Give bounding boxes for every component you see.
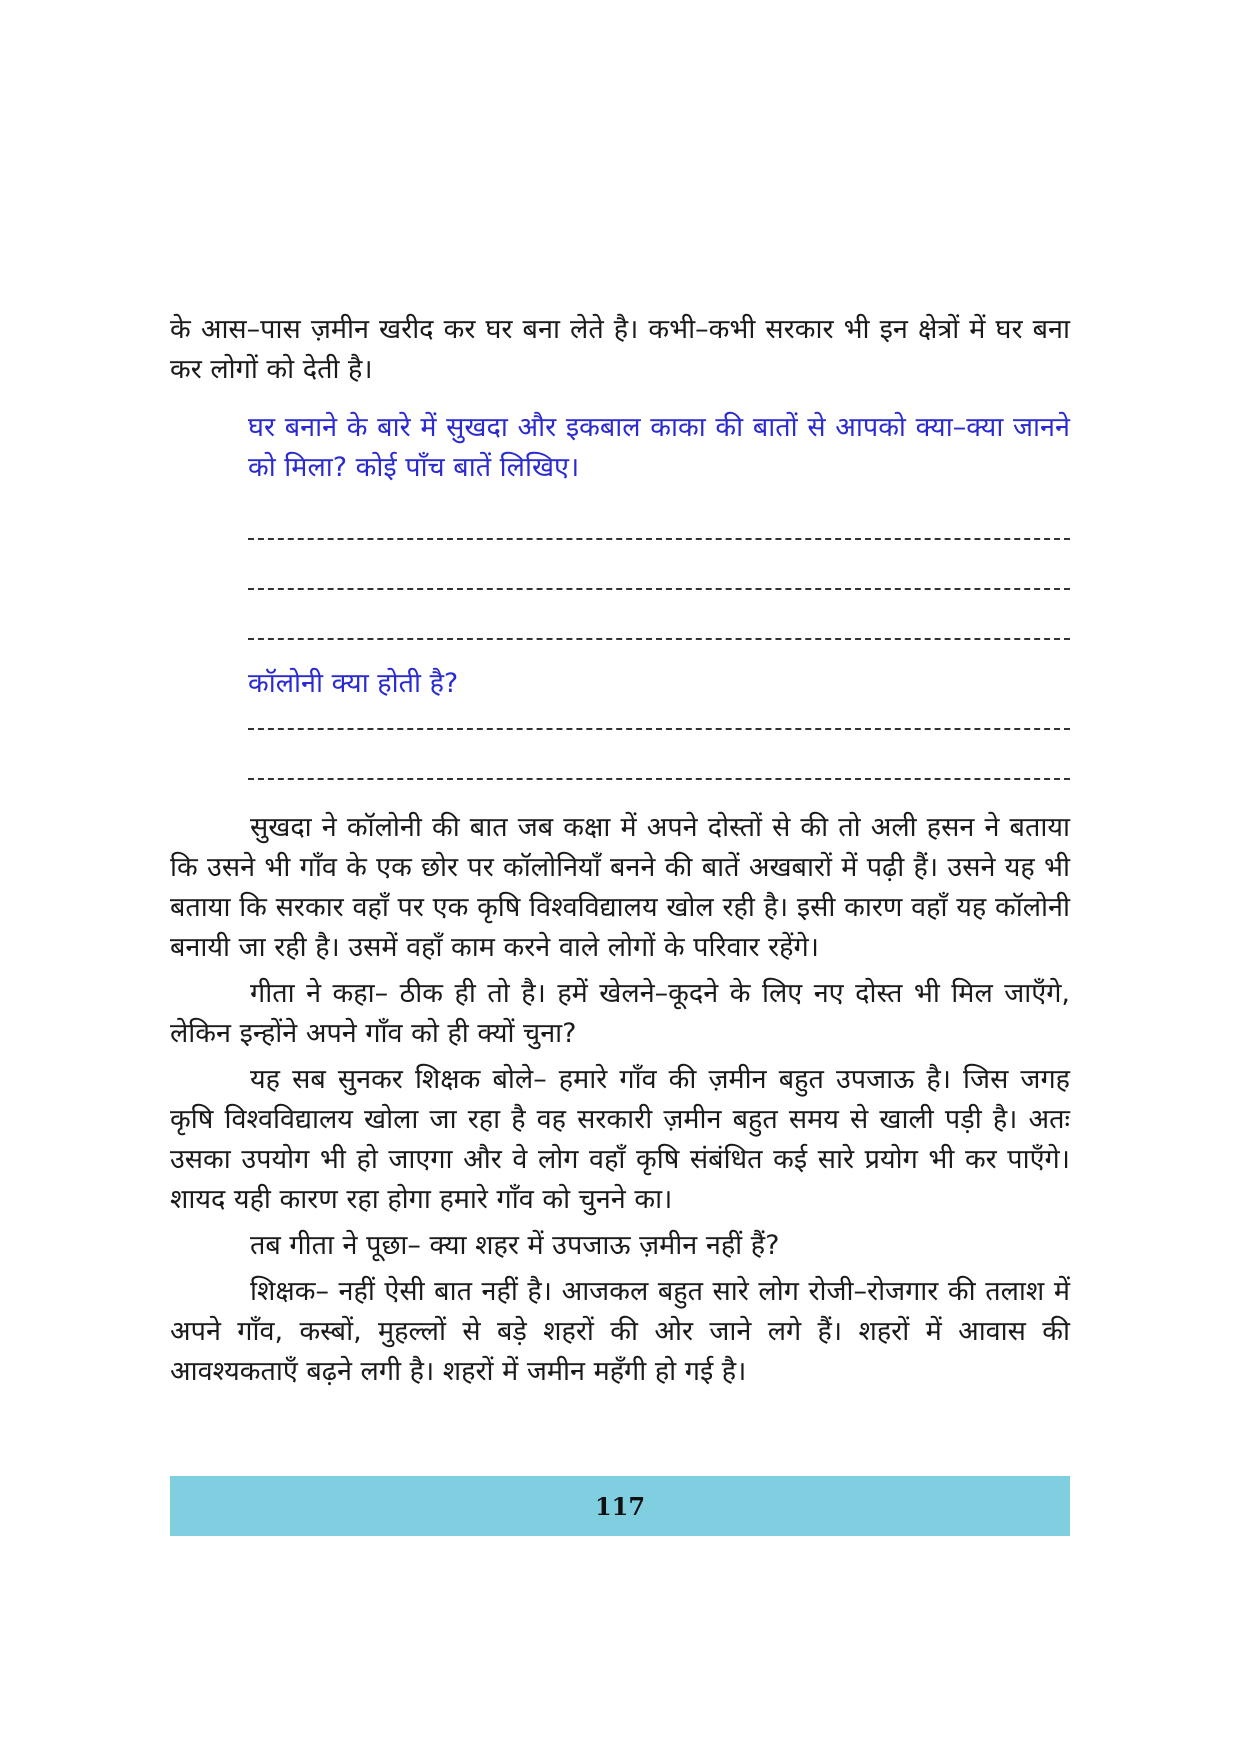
- question-1: घर बनाने के बारे में सुखदा और इकबाल काका की बातों से आपको क्या–क्या जानने को मिला? कोई पाँच बातें लिखिए।: [248, 412, 1070, 483]
- answer-line: [248, 638, 1070, 640]
- page-body: [170, 310, 1070, 1392]
- paragraph-sukhda: सुखदा ने कॉलोनी की बात जब कक्षा में अपने दोस्तों से की तो अली हसन ने बताया कि उसने भी गाँव के एक छोर पर कॉलोनियाँ बनने की बातें अखबारों में पढ़ी हैं। उसने यह भी बताया कि सरकार वहाँ पर एक कृषि विश्वविद्यालय खोल रही है। इसी कारण वहाँ यह कॉलोनी बनायी जा रही है। उसमें वहाँ काम करने वाले लोगों के परिवार रहेंगे।: [170, 812, 1070, 963]
- answer-line: [248, 778, 1070, 780]
- answer-line: [248, 728, 1070, 730]
- question-2: कॉलोनी क्या होती है?: [248, 668, 459, 699]
- paragraph-geeta: गीता ने कहा– ठीक ही तो है। हमें खेलने–कूदने के लिए नए दोस्त भी मिल जाएँगे, लेकिन इन्होंने अपने गाँव को ही क्यों चुना?: [170, 978, 1070, 1049]
- page-number: 117: [594, 1491, 646, 1521]
- answer-line: [248, 588, 1070, 590]
- paragraph-teacher: यह सब सुनकर शिक्षक बोले– हमारे गाँव की ज़मीन बहुत उपजाऊ है। जिस जगह कृषि विश्वविद्यालय खोला जा रहा है वह सरकारी ज़मीन बहुत समय से खाली पड़ी है। अतः उसका उपयोग भी हो जाएगा और वे लोग वहाँ कृषि संबंधित कई सारे प्रयोग भी कर पाएँगे। शायद यही कारण रहा होगा हमारे गाँव को चुनने का।: [170, 1064, 1070, 1215]
- paragraph-continuation: के आस–पास ज़मीन खरीद कर घर बना लेते है। कभी–कभी सरकार भी इन क्षेत्रों में घर बना कर लोगों को देती है।: [170, 314, 1070, 385]
- paragraph-geeta-question: तब गीता ने पूछा– क्या शहर में उपजाऊ ज़मीन नहीं हैं?: [250, 1230, 780, 1261]
- footer-bar: [170, 1476, 1070, 1536]
- answer-line: [248, 538, 1070, 540]
- paragraph-teacher-answer: शिक्षक– नहीं ऐसी बात नहीं है। आजकल बहुत सारे लोग रोजी–रोजगार की तलाश में अपने गाँव, कस्बों, मुहल्लों से बड़े शहरों की ओर जाने लगे हैं। शहरों में आवास की आवश्यकताएँ बढ़ने लगी है। शहरों में जमीन महँगी हो गई है।: [170, 1276, 1070, 1387]
